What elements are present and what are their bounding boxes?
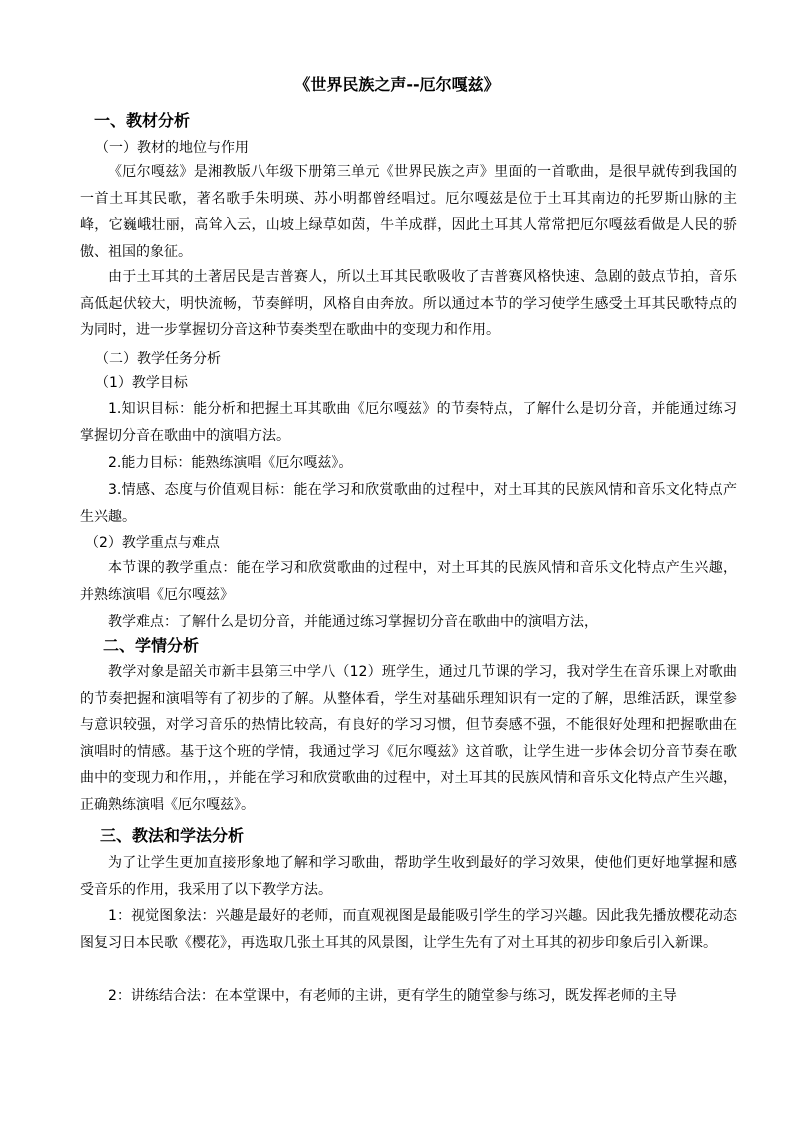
subheading-teaching-goals: （1）教学目标 [95, 375, 188, 391]
goal-emotion: 3.情感、态度与价值观目标：能在学习和欣赏歌曲的过程中，对土耳其的民族风情和音乐文化特点产生兴趣。 [80, 482, 737, 525]
goal-ability: 2.能力目标：能熟练演唱《厄尔嘎兹》。 [108, 455, 353, 471]
paragraph-method-practice: 2：讲练结合法：在本堂课中，有老师的主讲，更有学生的随堂参与练习，既发挥老师的主导 [108, 988, 677, 1004]
goal-knowledge: 1.知识目标：能分析和把握土耳其歌曲《厄尔嘎兹》的节奏特点，了解什么是切分音，并能通过练习掌握切分音在歌曲中的演唱方法。 [80, 401, 737, 444]
section-heading-textbook-analysis: 一、教材分析 [94, 111, 191, 130]
paragraph-method-visual: 1：视觉图象法：兴趣是最好的老师，而直观视图是最能吸引学生的学习兴趣。因此我先播放樱花动态图复习日本民歌《樱花》，再选取几张土耳其的风景图，让学生先有了对土耳其的初步印象后引入新课。 [80, 908, 737, 951]
paragraph-gypsy-style: 由于土耳其的土著居民是吉普赛人，所以土耳其民歌吸收了吉普赛风格快速、急剧的鼓点节拍，音乐高低起伏较大，明快流畅，节奏鲜明，风格自由奔放。所以通过本节的学习使学生感受土耳其民歌特点的为同时，进一步掌握切分音这种节奏类型在歌曲中的变现力和作用。 [80, 269, 737, 338]
document-title: 《世界民族之声--厄尔嘎兹》 [294, 75, 500, 94]
paragraph-student-analysis: 教学对象是韶关市新丰县第三中学八（12）班学生，通过几节课的学习，我对学生在音乐课上对歌曲的节奏把握和演唱等有了初步的了解。从整体看，学生对基础乐理知识有一定的了解，思维活跃，课堂参与意识较强，对学习音乐的热情比较高，有良好的学习习惯，但节奏感不强，不能很好处理和把握歌曲在演唱时的情感。基于这个班的学情，我通过学习《厄尔嘎兹》这首歌，让学生进一步体会切分音节奏在歌曲中的变现力和作用，，并能在学习和欣赏歌曲的过程中，对土耳其的民族风情和音乐文化特点产生兴趣，正确熟练演唱《厄尔嘎兹》。 [80, 664, 737, 813]
subheading-status-role: （一）教材的地位与作用 [95, 140, 249, 156]
subheading-key-difficulty: （2）教学重点与难点 [85, 535, 220, 551]
paragraph-song-intro: 《厄尔嘎兹》是湘教版八年级下册第三单元《世界民族之声》里面的一首歌曲，是很早就传到我国的一首土耳其民歌，著名歌手朱明瑛、苏小明都曾经唱过。厄尔嘎兹是位于土耳其南边的托罗斯山脉的主峰，它巍峨壮丽，高耸入云，山坡上绿草如茵，牛羊成群，因此土耳其人常常把厄尔嘎兹看做是人民的骄傲、祖国的象征。 [80, 164, 737, 260]
section-heading-methods: 三、教法和学法分析 [100, 826, 245, 845]
paragraph-methods-intro: 为了让学生更加直接形象地了解和学习歌曲，帮助学生收到最好的学习效果，使他们更好地掌握和感受音乐的作用，我采用了以下教学方法。 [80, 855, 737, 898]
section-heading-student-analysis: 二、学情分析 [103, 636, 200, 655]
paragraph-key-point: 本节课的教学重点：能在学习和欣赏歌曲的过程中，对土耳其的民族风情和音乐文化特点产生兴趣，并熟练演唱《厄尔嘎兹》 [80, 560, 737, 603]
subheading-task-analysis: （二）教学任务分析 [95, 351, 221, 367]
paragraph-difficulty: 教学难点：了解什么是切分音，并能通过练习掌握切分音在歌曲中的演唱方法， [108, 614, 598, 630]
